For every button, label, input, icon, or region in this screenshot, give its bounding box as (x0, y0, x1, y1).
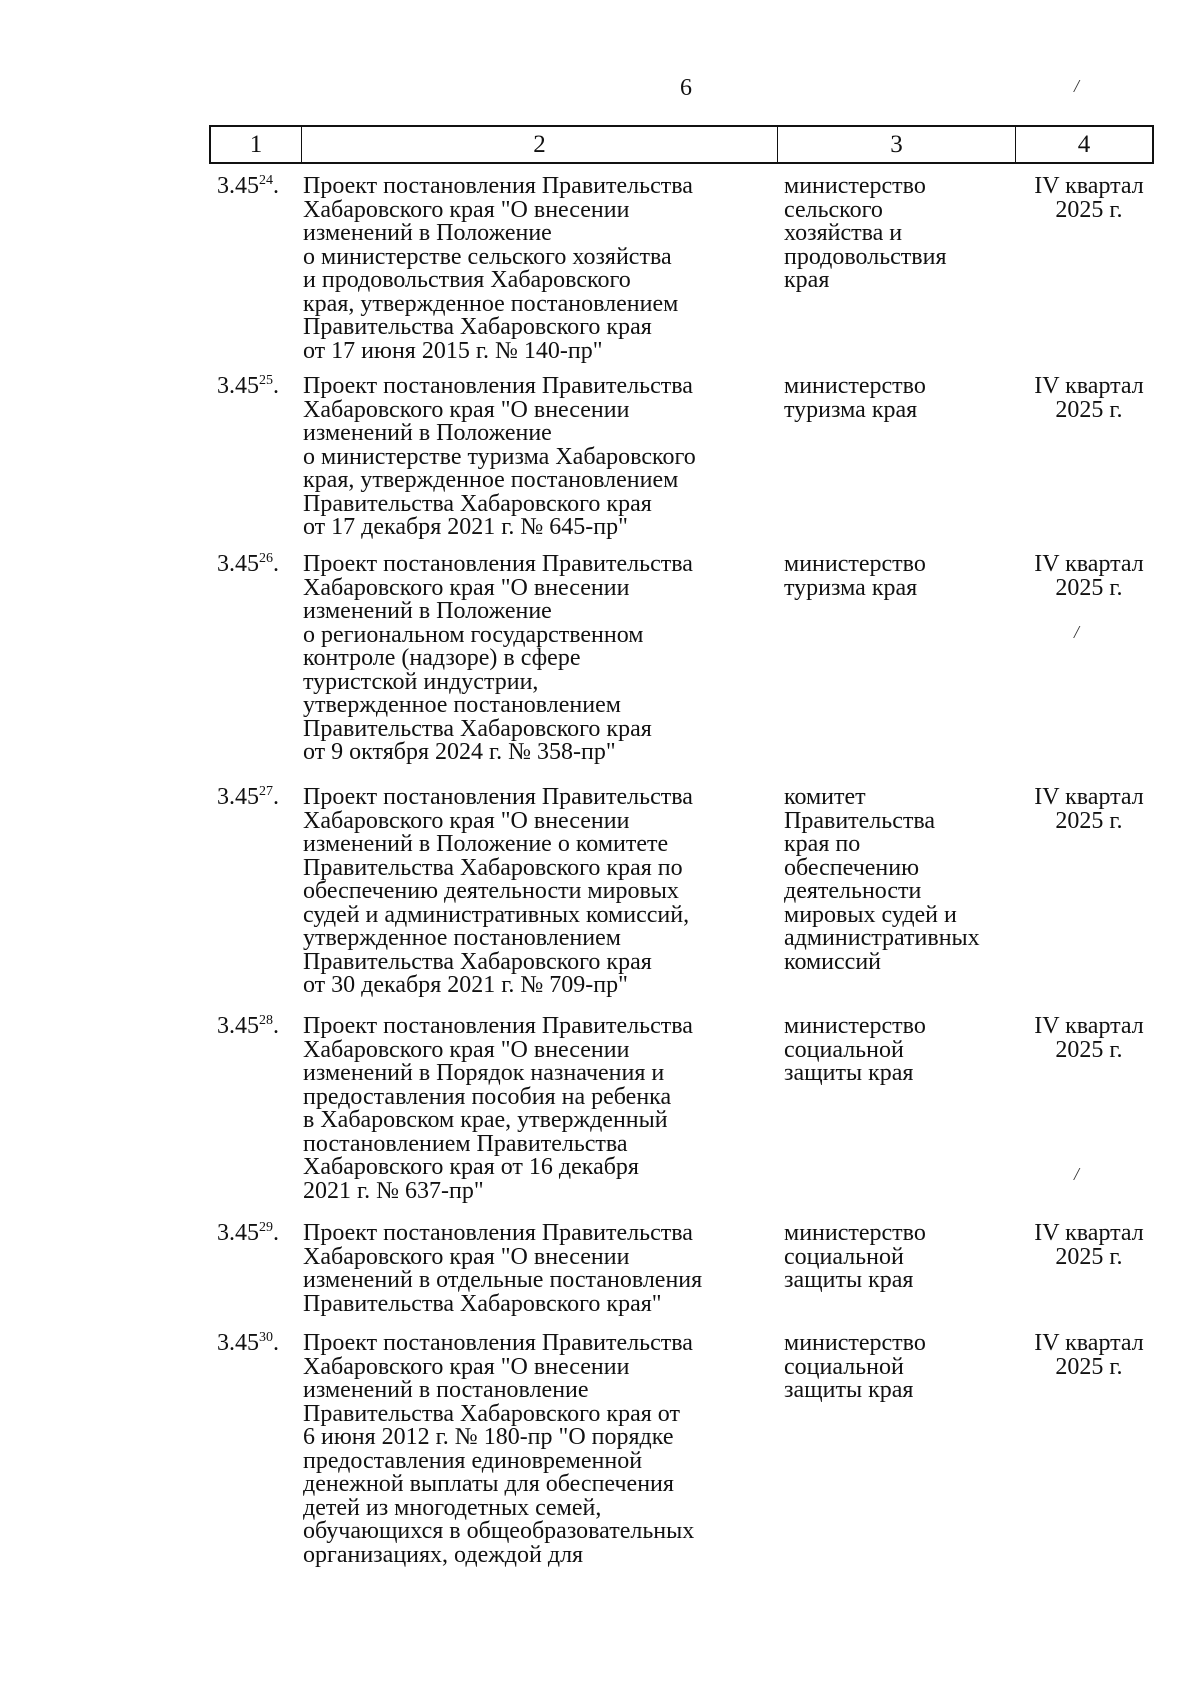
item-number: 3.45$^{28}$. (217, 1013, 279, 1039)
item-number: 3.45$^{24}$. (217, 173, 279, 199)
item-description: Проект постановления Правительства Хабаровского края "О внесении изменений в Положение о региональном государственном контроле (надзоре) в сфере туристской индустрии, утвержденное постановлением Правительства Хабаровского края от 9 октября 2024 г. № 358-пр" (303, 551, 693, 765)
table-row (209, 1222, 1154, 1332)
column-header-1: 1 (211, 127, 302, 162)
item-number: 3.45$^{25}$. (217, 373, 279, 399)
item-description: Проект постановления Правительства Хабаровского края "О внесении изменений в постановление Правительства Хабаровского края от 6 июня 2012 г. № 180-пр "О порядке предоставления единовременной денежной выплаты для обеспечения детей из многодетных семей, обучающихся в общеобразовательных организациях, одеждой для (303, 1330, 695, 1568)
table-row (209, 786, 1154, 1015)
margin-mark: / (1074, 1164, 1080, 1184)
item-responsible: министерство туризма края (784, 551, 926, 601)
margin-mark: / (1074, 622, 1080, 642)
item-responsible: министерство социальной защиты края (784, 1220, 926, 1293)
item-responsible: министерство социальной защиты края (784, 1330, 926, 1403)
page-number: 6 (680, 75, 692, 101)
item-deadline: IV квартал 2025 г. (1034, 1220, 1144, 1270)
item-description: Проект постановления Правительства Хабаровского края "О внесении изменений в Положение о комитете Правительства Хабаровского края по обеспечению деятельности мировых судей и административных комиссий, утвержденное постановлением Правительства Хабаровского края от 30 декабря 2021 г. № 709-пр" (303, 784, 693, 998)
item-description: Проект постановления Правительства Хабаровского края "О внесении изменений в Положение о министерстве сельского хозяйства и продовольствия Хабаровского края, утвержденное постановлением Правительства Хабаровского края от 17 июня 2015 г. № 140-пр" (303, 173, 693, 364)
table-row (209, 175, 1154, 375)
item-number: 3.45$^{27}$. (217, 784, 279, 810)
item-deadline: IV квартал 2025 г. (1034, 1013, 1144, 1063)
item-responsible: комитет Правительства края по обеспечению деятельности мировых судей и административных комиссий (784, 784, 980, 975)
item-deadline: IV квартал 2025 г. (1034, 784, 1144, 834)
table-header-row (209, 125, 1154, 164)
table-row (209, 375, 1154, 553)
item-responsible: министерство туризма края (784, 373, 926, 423)
item-responsible: министерство социальной защиты края (784, 1013, 926, 1086)
table-body (209, 175, 1154, 1582)
item-number: 3.45$^{29}$. (217, 1220, 279, 1246)
table-row (209, 1332, 1154, 1582)
item-description: Проект постановления Правительства Хабаровского края "О внесении изменений в Порядок назначения и предоставления пособия на ребенка в Хабаровском крае, утвержденный постановлением Правительства Хабаровского края от 16 декабря 2021 г. № 637-пр" (303, 1013, 693, 1204)
item-responsible: министерство сельского хозяйства и продовольствия края (784, 173, 947, 293)
item-description: Проект постановления Правительства Хабаровского края "О внесении изменений в Положение о министерстве туризма Хабаровского края, утвержденное постановлением Правительства Хабаровского края от 17 декабря 2021 г. № 645-пр" (303, 373, 696, 540)
column-header-4: 4 (1077, 131, 1091, 158)
table-row (209, 1015, 1154, 1222)
margin-mark: / (1074, 76, 1080, 96)
item-deadline: IV квартал 2025 г. (1034, 551, 1144, 601)
item-number: 3.45$^{30}$. (217, 1330, 279, 1356)
item-deadline: IV квартал 2025 г. (1034, 1330, 1144, 1380)
item-deadline: IV квартал 2025 г. (1034, 173, 1144, 223)
column-header-3: 3 (778, 127, 1016, 162)
item-description: Проект постановления Правительства Хабаровского края "О внесении изменений в отдельные постановления Правительства Хабаровского края" (303, 1220, 703, 1317)
item-number: 3.45$^{26}$. (217, 551, 279, 577)
item-deadline: IV квартал 2025 г. (1034, 373, 1144, 423)
table-row (209, 553, 1154, 786)
column-header-2: 2 (302, 127, 778, 162)
